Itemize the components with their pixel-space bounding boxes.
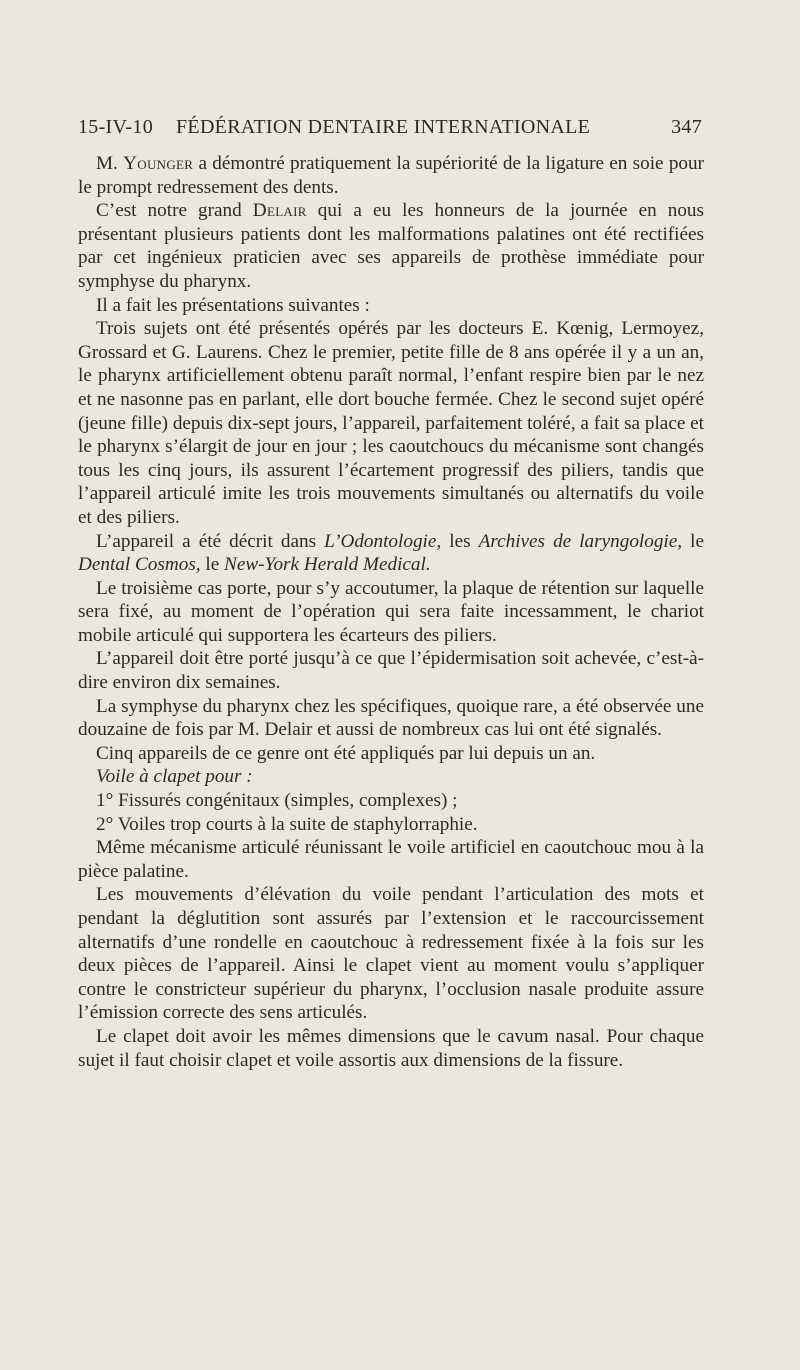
- paragraph: Cinq appareils de ce genre ont été appliqués par lui depuis un an.: [96, 742, 596, 764]
- paragraph: Le troisième cas porte, pour s’y accoutumer, la plaque de rétention sur laquelle sera fixé, au moment de l’opération qui sera faite incessamment, le chariot mobile articulé qui supportera les écarteurs des piliers.: [78, 577, 704, 646]
- subheading: Voile à clapet pour :: [96, 766, 253, 788]
- header-title: FÉDÉRATION DENTAIRE INTERNATIONALE: [176, 116, 591, 138]
- paragraph-references: L’appareil a été décrit dans L’Odontologie, les Archives de laryngologie, le Dental Cosmos, le New-York Herald Medical.: [78, 530, 704, 576]
- paragraph: La symphyse du pharynx chez les spécifiques, quoique rare, a été observée une douzaine de fois par M. Delair et aussi de nombreux cas lui ont été signalés.: [78, 695, 704, 741]
- author-name: Younger: [123, 153, 194, 174]
- journal-title: Dental Cosmos,: [78, 554, 201, 576]
- journal-title: L’Odontologie,: [324, 530, 442, 552]
- paragraph: Trois sujets ont été présentés opérés par les docteurs E. Kœnig, Lermoyez, Grossard et G. Laurens. Chez le premier, petite fille de 8 ans opérée il y a un an, le pharynx artificiellement obtenu paraît normal, l’enfant respire bien par le nez et ne nasonne pas en parlant, elle dort bouche fermée. Chez le second sujet opéré (jeune fille) depuis dix-sept jours, l’appareil, parfaitement toléré, a fait sa place et le pharynx s’élargit de jour en jour ; les caoutchoucs du mécanisme sont changés tous les cinq jours, ils assurent l’écartement progressif des piliers, tandis que l’appareil articulé imite les trois mouvements simultanés ou alternatifs du voile et des piliers.: [78, 318, 704, 528]
- paragraph: Même mécanisme articulé réunissant le voile artificiel en caoutchouc mou à la pièce palatine.: [78, 837, 704, 882]
- paragraph: Il a fait les présentations suivantes :: [96, 294, 370, 316]
- list-item: 2° Voiles trop courts à la suite de staphylorraphie.: [96, 813, 478, 835]
- paragraph: L’appareil doit être porté jusqu’à ce que l’épidermisation soit achevée, c’est-à-dire environ dix semaines.: [78, 648, 704, 694]
- running-header: [78, 116, 702, 142]
- page-body: [78, 152, 704, 1072]
- paragraph: Les mouvements d’élévation du voile pendant l’articulation des mots et pendant la déglutition sont assurés par l’extension et le raccourcissement alternatifs d’une rondelle en caoutchouc à redressement fixée à la fois sur les deux pièces de l’appareil. Ainsi le clapet vient au moment voulu s’appliquer contre le constricteur supérieur du pharynx, l’occlusion nasale produite assure l’émission correcte des sens articulés.: [78, 884, 704, 1024]
- paragraph-delair: C’est notre grand Delair qui a eu les honneurs de la journée en nous présentant plusieurs patients dont les malformations palatines ont été rectifiées par cet ingénieux praticien avec ses appareils de prothèse immédiate pour symphyse du pharynx.: [78, 200, 704, 292]
- author-name: Delair: [252, 200, 307, 222]
- journal-title: Archives de laryngologie,: [478, 530, 683, 552]
- paragraph-younger: M. Younger a démontré pratiquement la supériorité de la ligature en soie pour le prompt redressement des dents.: [78, 153, 704, 198]
- paragraph: Le clapet doit avoir les mêmes dimensions que le cavum nasal. Pour chaque sujet il faut choisir clapet et voile assortis aux dimensions de la fissure.: [78, 1025, 704, 1071]
- page-number: 347: [671, 116, 702, 138]
- journal-title: New-York Herald Medical.: [224, 554, 431, 576]
- list-item: 1° Fissurés congénitaux (simples, complexes) ;: [96, 790, 458, 812]
- header-date: 15-IV-10: [78, 116, 153, 138]
